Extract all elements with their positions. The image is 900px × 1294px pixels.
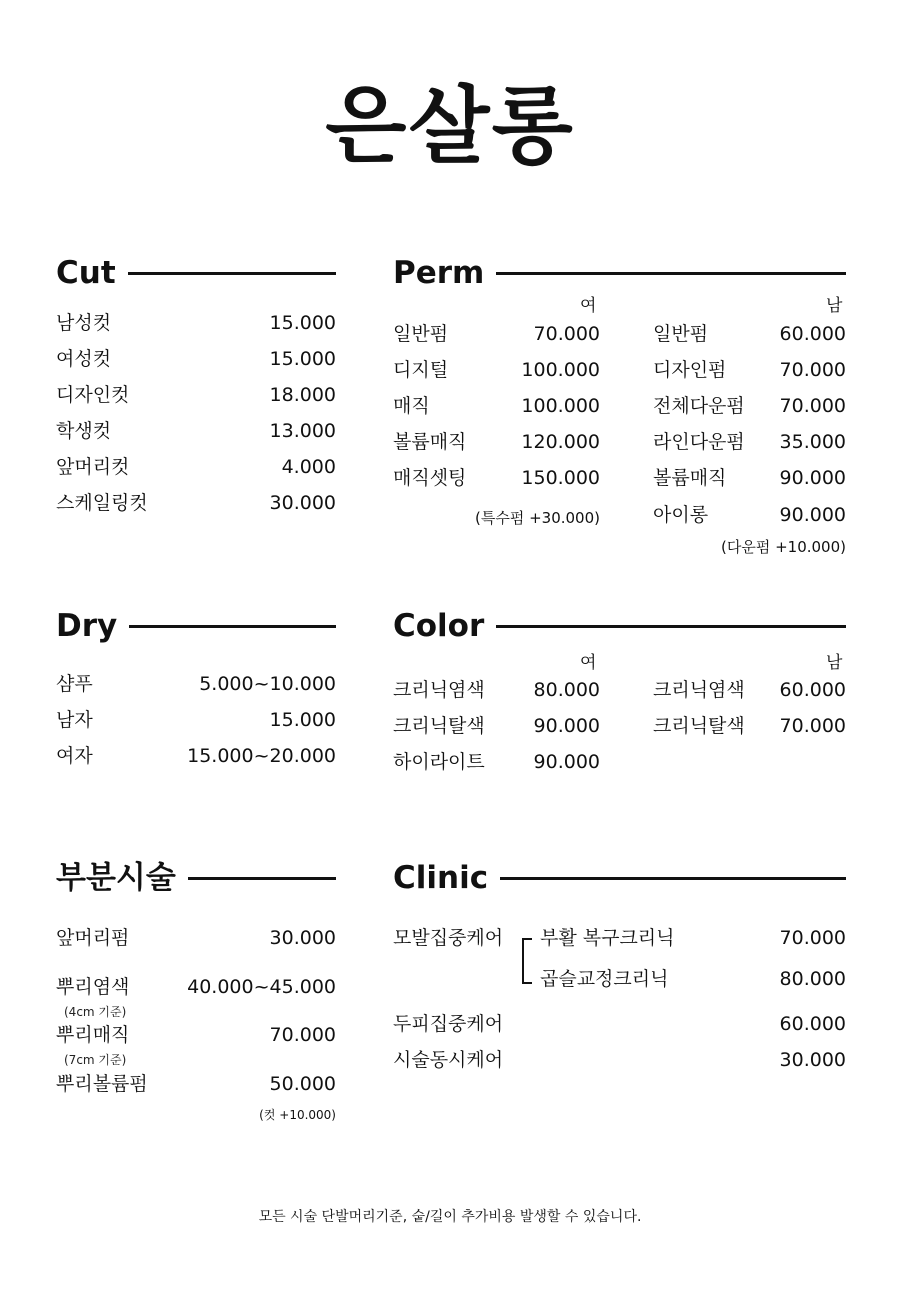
color-heading: Color [393, 608, 485, 644]
cut-item-name: 디자인컷 [56, 384, 130, 406]
perm-female-item-price: 100.000 [521, 359, 600, 381]
partial-heading: 부분시술 [56, 860, 176, 896]
perm-female-column-header: 여 [580, 296, 597, 316]
perm-male-item-price: 90.000 [779, 467, 846, 489]
dry-item-price: 15.000~20.000 [187, 745, 336, 767]
perm-male-item-name: 전체다운펌 [653, 395, 745, 417]
partial-item-sub: (4cm 기준) [64, 1005, 127, 1019]
dry-heading: Dry [56, 608, 118, 644]
cut-item-name: 남성컷 [56, 312, 112, 334]
clinic-section-header [393, 860, 846, 896]
color-male-item-price: 70.000 [779, 715, 846, 737]
partial-item-price: 30.000 [269, 927, 336, 949]
cut-item-price: 4.000 [281, 456, 336, 478]
perm-male-item-price: 70.000 [779, 359, 846, 381]
perm-female-item-name: 디지털 [393, 359, 449, 381]
partial-note: (컷 +10.000) [259, 1108, 336, 1122]
perm-male-item-name: 아이롱 [653, 504, 709, 526]
partial-section-header [56, 860, 336, 896]
dry-item-price: 5.000~10.000 [199, 673, 336, 695]
cut-item-name: 스케일링컷 [56, 492, 148, 514]
dry-item-name: 남자 [56, 709, 93, 731]
perm-male-item-name: 디자인펌 [653, 359, 727, 381]
color-heading-rule [496, 625, 846, 628]
perm-female-item-name: 일반펌 [393, 323, 449, 345]
perm-female-item-price: 100.000 [521, 395, 600, 417]
footer-note: 모든 시술 단발머리기준, 숱/길이 추가비용 발생할 수 있습니다. [258, 1209, 642, 1225]
color-female-item-name: 크리닉탈색 [393, 715, 485, 737]
perm-section-header [393, 255, 846, 291]
perm-female-item-name: 매직 [393, 395, 430, 417]
clinic-heading-rule [500, 877, 846, 880]
clinic-item-name: 두피집중케어 [393, 1013, 504, 1035]
perm-female-item-price: 70.000 [533, 323, 600, 345]
cut-item-price: 18.000 [269, 384, 336, 406]
perm-male-item-price: 60.000 [779, 323, 846, 345]
dry-item-name: 샴푸 [56, 673, 93, 695]
clinic-group-item-name: 곱슬교정크리닉 [540, 968, 669, 990]
cut-item-price: 13.000 [269, 420, 336, 442]
cut-item-price: 15.000 [269, 348, 336, 370]
cut-item-name: 앞머리컷 [56, 456, 130, 478]
perm-female-item-price: 150.000 [521, 467, 600, 489]
color-female-item-price: 90.000 [533, 751, 600, 773]
perm-female-item-price: 120.000 [521, 431, 600, 453]
perm-male-item-price: 90.000 [779, 504, 846, 526]
partial-item-price: 50.000 [269, 1073, 336, 1095]
dry-item-name: 여자 [56, 745, 93, 767]
color-section-header [393, 608, 846, 644]
color-female-column-header: 여 [580, 653, 597, 673]
perm-male-column-header: 남 [826, 296, 843, 316]
cut-item-name: 여성컷 [56, 348, 112, 370]
partial-item-price: 40.000~45.000 [187, 976, 336, 998]
perm-male-item-name: 볼륨매직 [653, 467, 727, 489]
partial-item-name: 앞머리펌 [56, 927, 130, 949]
dry-section-header [56, 608, 336, 644]
clinic-item-price: 60.000 [779, 1013, 846, 1035]
perm-male-note: (다운펌 +10.000) [721, 538, 846, 556]
perm-male-item-name: 라인다운펌 [653, 431, 745, 453]
clinic-item-name: 시술동시케어 [393, 1049, 504, 1071]
clinic-group-name: 모발집중케어 [393, 927, 504, 949]
cut-heading: Cut [56, 255, 116, 291]
partial-heading-rule [188, 877, 336, 880]
partial-item-name: 뿌리볼륨펌 [56, 1073, 148, 1095]
color-female-item-price: 90.000 [533, 715, 600, 737]
cut-section-header [56, 255, 336, 291]
dry-heading-rule [129, 625, 336, 628]
clinic-group-item-price: 70.000 [779, 927, 846, 949]
color-female-item-name: 크리닉염색 [393, 679, 485, 701]
cut-heading-rule [128, 272, 336, 275]
color-male-item-price: 60.000 [779, 679, 846, 701]
color-male-column-header: 남 [826, 653, 843, 673]
cut-item-name: 학생컷 [56, 420, 112, 442]
perm-female-note: (특수펌 +30.000) [475, 509, 600, 527]
cut-item-price: 30.000 [269, 492, 336, 514]
perm-male-item-price: 35.000 [779, 431, 846, 453]
partial-item-price: 70.000 [269, 1024, 336, 1046]
perm-female-item-name: 볼륨매직 [393, 431, 467, 453]
clinic-group-item-price: 80.000 [779, 968, 846, 990]
perm-heading: Perm [393, 255, 485, 291]
clinic-group-bracket [522, 938, 532, 984]
color-male-item-name: 크리닉탈색 [653, 715, 745, 737]
color-female-item-name: 하이라이트 [393, 751, 485, 773]
salon-title: 은살롱 [325, 77, 575, 175]
dry-item-price: 15.000 [269, 709, 336, 731]
clinic-heading: Clinic [393, 860, 489, 896]
clinic-item-price: 30.000 [779, 1049, 846, 1071]
color-female-item-price: 80.000 [533, 679, 600, 701]
perm-female-item-name: 매직셋팅 [393, 467, 467, 489]
partial-item-name: 뿌리염색 [56, 976, 130, 998]
perm-male-item-price: 70.000 [779, 395, 846, 417]
partial-item-name: 뿌리매직 [56, 1024, 130, 1046]
perm-male-item-name: 일반펌 [653, 323, 709, 345]
color-male-item-name: 크리닉염색 [653, 679, 745, 701]
partial-item-sub: (7cm 기준) [64, 1053, 127, 1067]
perm-heading-rule [496, 272, 846, 275]
cut-item-price: 15.000 [269, 312, 336, 334]
clinic-group-item-name: 부활 복구크리닉 [540, 927, 675, 949]
